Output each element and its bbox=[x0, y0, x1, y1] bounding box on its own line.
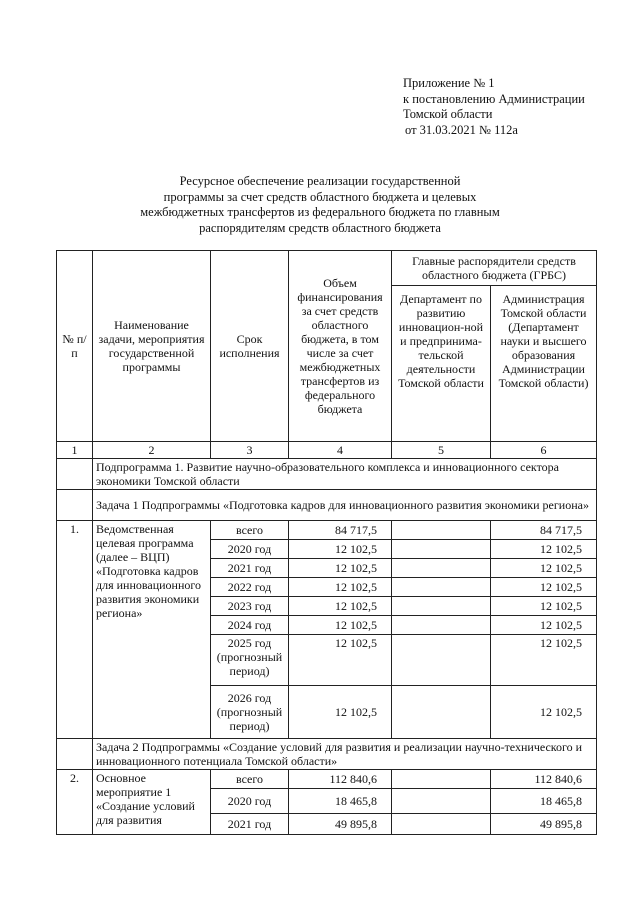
subprogram-title: Подпрограмма 1. Развитие научно-образовательного комплекса и инновационного сектора экономики Томской области bbox=[93, 459, 597, 490]
task1-title: Задача 1 Подпрограммы «Подготовка кадров для инновационного развития экономики региона» bbox=[93, 490, 597, 521]
header-grbs: Главные распорядители средств областного бюджета (ГРБС) bbox=[392, 251, 597, 286]
admin-cell: 18 465,8 bbox=[491, 789, 597, 814]
dept-cell bbox=[392, 616, 491, 635]
subprogram-row bbox=[57, 459, 597, 490]
dept-cell bbox=[392, 521, 491, 540]
resource-table bbox=[56, 250, 597, 835]
dept-cell bbox=[392, 559, 491, 578]
admin-cell: 12 102,5 bbox=[491, 635, 597, 686]
term-cell: всего bbox=[211, 521, 289, 540]
header-dept: Департамент по развитию инновацион-ной и предпринима-тельской деятельности Томской области bbox=[392, 286, 491, 442]
volume-cell: 18 465,8 bbox=[289, 789, 392, 814]
term-cell: 2021 год bbox=[211, 814, 289, 835]
admin-cell: 12 102,5 bbox=[491, 616, 597, 635]
term-cell: 2022 год bbox=[211, 578, 289, 597]
volume-cell: 12 102,5 bbox=[289, 559, 392, 578]
term-cell: 2020 год bbox=[211, 789, 289, 814]
column-numbers-row bbox=[57, 442, 597, 459]
dept-cell bbox=[392, 789, 491, 814]
volume-cell: 112 840,6 bbox=[289, 770, 392, 789]
term-cell: 2021 год bbox=[211, 559, 289, 578]
item1-name: Ведомственная целевая программа (далее – ВЦП) «Подготовка кадров для инновационного развития экономики региона» bbox=[93, 521, 211, 739]
title-line-3: межбюджетных трансфертов из федерального бюджета по главным bbox=[140, 205, 500, 219]
item2-name: Основное мероприятие 1 «Создание условий для развития bbox=[93, 770, 211, 835]
header-row-1 bbox=[57, 251, 597, 286]
appendix-line-4: от 31.03.2021 № 112а bbox=[405, 122, 518, 137]
col-number: 6 bbox=[491, 442, 597, 459]
admin-cell: 49 895,8 bbox=[491, 814, 597, 835]
volume-cell: 12 102,5 bbox=[289, 686, 392, 739]
term-cell: 2020 год bbox=[211, 540, 289, 559]
title-line-2: программы за счет средств областного бюджета и целевых bbox=[163, 189, 477, 204]
dept-cell bbox=[392, 814, 491, 835]
volume-cell: 84 717,5 bbox=[289, 521, 392, 540]
header-volume: Объем финансирования за счет средств областного бюджета, в том числе за счет межбюджетных трансфертов из федерального бюджета bbox=[289, 251, 392, 442]
col-number: 5 bbox=[392, 442, 491, 459]
appendix-line-3: Томской области bbox=[403, 107, 493, 121]
item1-num: 1. bbox=[57, 521, 93, 739]
appendix-block bbox=[403, 76, 633, 138]
header-name: Наименование задачи, мероприятия государственной программы bbox=[93, 251, 211, 442]
appendix-line-1: Приложение № 1 bbox=[403, 76, 495, 90]
col-number: 3 bbox=[211, 442, 289, 459]
task2-row bbox=[57, 739, 597, 770]
title-line-4: распорядителям средств областного бюджета bbox=[199, 220, 441, 235]
empty-cell bbox=[57, 490, 93, 521]
col-number: 4 bbox=[289, 442, 392, 459]
table-row bbox=[57, 770, 597, 789]
admin-cell: 84 717,5 bbox=[491, 521, 597, 540]
col-number: 2 bbox=[93, 442, 211, 459]
admin-cell: 12 102,5 bbox=[491, 540, 597, 559]
empty-cell bbox=[57, 739, 93, 770]
volume-cell: 12 102,5 bbox=[289, 616, 392, 635]
dept-cell bbox=[392, 540, 491, 559]
dept-cell bbox=[392, 578, 491, 597]
volume-cell: 12 102,5 bbox=[289, 635, 392, 686]
dept-cell bbox=[392, 770, 491, 789]
volume-cell: 12 102,5 bbox=[289, 597, 392, 616]
volume-cell: 12 102,5 bbox=[289, 540, 392, 559]
admin-cell: 112 840,6 bbox=[491, 770, 597, 789]
volume-cell: 12 102,5 bbox=[289, 578, 392, 597]
term-cell: 2023 год bbox=[211, 597, 289, 616]
term-cell: всего bbox=[211, 770, 289, 789]
document-title bbox=[120, 174, 520, 236]
appendix-line-2: к постановлению Администрации bbox=[403, 91, 585, 106]
table-row bbox=[57, 521, 597, 540]
admin-cell: 12 102,5 bbox=[491, 597, 597, 616]
empty-cell bbox=[57, 459, 93, 490]
term-cell: 2026 год (прогнозный период) bbox=[211, 686, 289, 739]
col-number: 1 bbox=[57, 442, 93, 459]
dept-cell bbox=[392, 597, 491, 616]
term-cell: 2025 год (прогнозный период) bbox=[211, 635, 289, 686]
volume-cell: 49 895,8 bbox=[289, 814, 392, 835]
dept-cell bbox=[392, 635, 491, 686]
dept-cell bbox=[392, 686, 491, 739]
admin-cell: 12 102,5 bbox=[491, 686, 597, 739]
term-cell: 2024 год bbox=[211, 616, 289, 635]
task1-row bbox=[57, 490, 597, 521]
title-line-1: Ресурсное обеспечение реализации государственной bbox=[179, 174, 461, 188]
header-num: № п/п bbox=[57, 251, 93, 442]
header-term: Срок исполнения bbox=[211, 251, 289, 442]
item2-num: 2. bbox=[57, 770, 93, 835]
task2-title: Задача 2 Подпрограммы «Создание условий для развития и реализации научно-технического и инновационного потенциала Томской области» bbox=[93, 739, 597, 770]
admin-cell: 12 102,5 bbox=[491, 559, 597, 578]
admin-cell: 12 102,5 bbox=[491, 578, 597, 597]
header-admin: Администрация Томской области (Департамент науки и высшего образования Администрации Томской области) bbox=[491, 286, 597, 442]
